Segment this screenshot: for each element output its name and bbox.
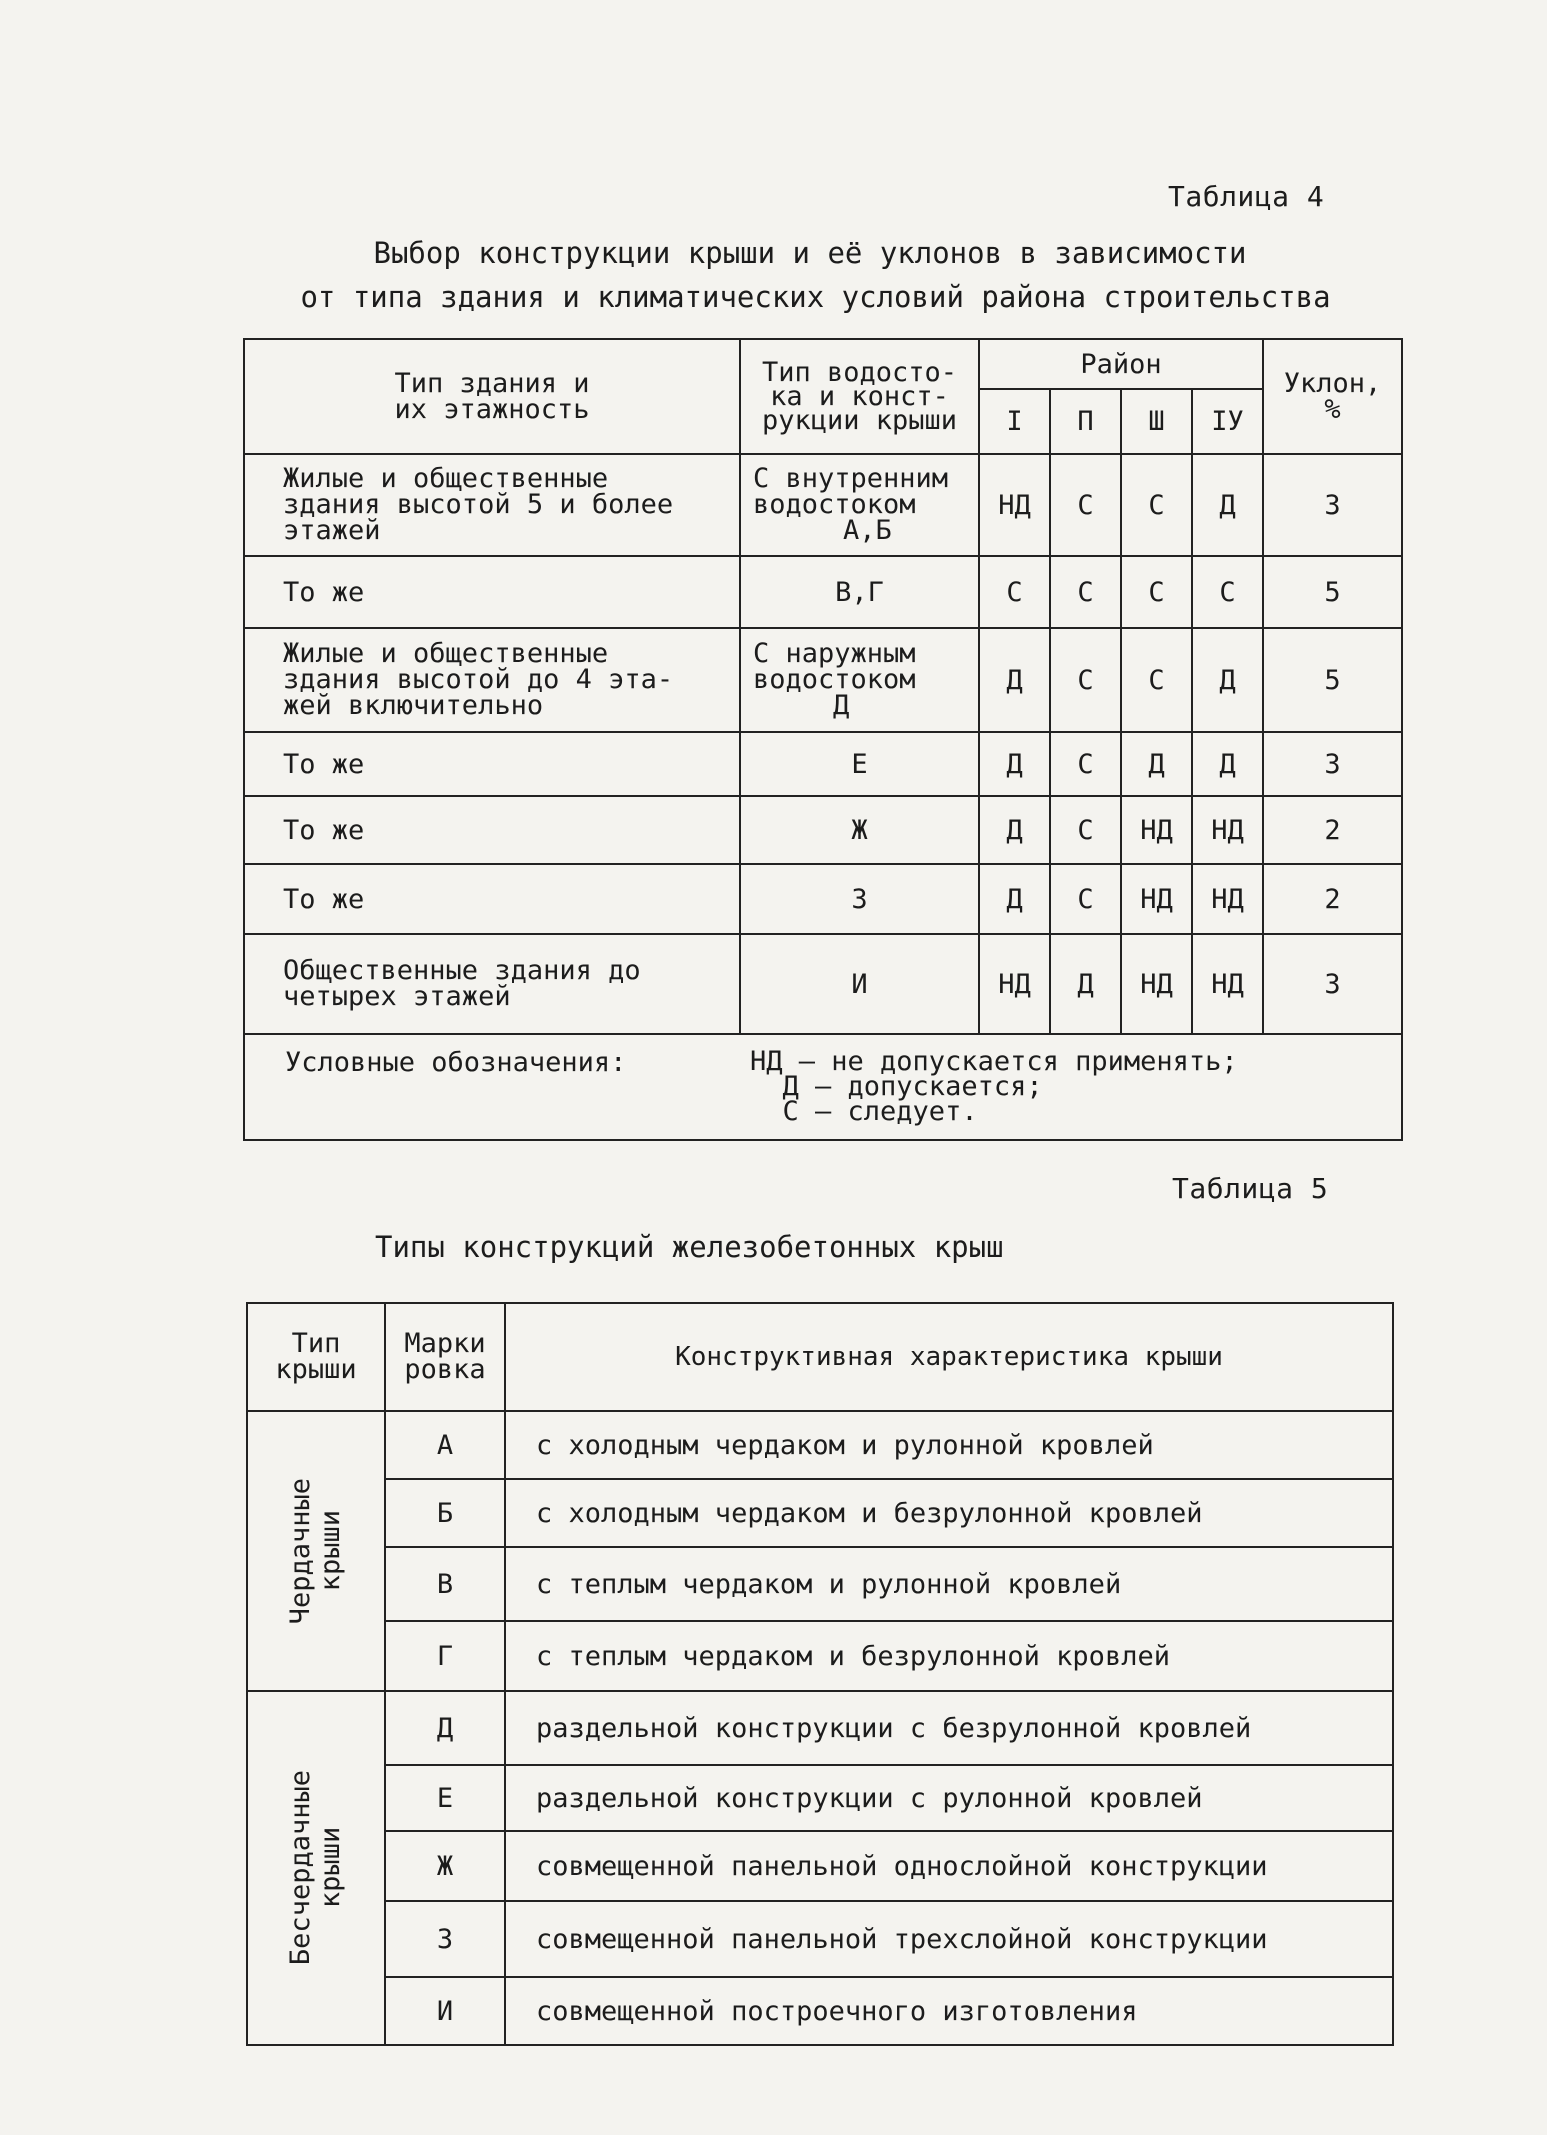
- header-description: Конструктивная характеристика крыши: [505, 1303, 1393, 1411]
- building-cell: То же: [244, 732, 740, 796]
- mark-cell: Е: [385, 1765, 505, 1831]
- drain-cell: Е: [740, 732, 979, 796]
- region-3-cell: С: [1121, 454, 1192, 556]
- table-row: [244, 556, 1402, 628]
- table-row: [247, 1831, 1393, 1901]
- region-1-cell: Д: [979, 732, 1050, 796]
- building-cell: Жилые и общественные здания высотой 5 и более этажей: [244, 454, 740, 556]
- slope-cell: 2: [1263, 796, 1402, 864]
- table-row: [247, 1977, 1393, 2045]
- table-row: [244, 796, 1402, 864]
- region-1-cell: Д: [979, 628, 1050, 732]
- legend-cell: [244, 1034, 1402, 1140]
- drain-cell: Ж: [740, 796, 979, 864]
- building-cell: То же: [244, 556, 740, 628]
- desc-cell: раздельной конструкции с рулонной кровлей: [505, 1765, 1393, 1831]
- region-3-cell: НД: [1121, 864, 1192, 934]
- region-1-cell: НД: [979, 454, 1050, 556]
- table-row: [244, 454, 1402, 556]
- table-row: [247, 1621, 1393, 1691]
- region-1-cell: С: [979, 556, 1050, 628]
- mark-cell: Г: [385, 1621, 505, 1691]
- table5-title: Типы конструкций железобетонных крыш: [375, 1230, 1004, 1264]
- region-4-cell: Д: [1192, 732, 1263, 796]
- slope-cell: 2: [1263, 864, 1402, 934]
- region-4-cell: Д: [1192, 628, 1263, 732]
- desc-cell: с холодным чердаком и безрулонной кровлей: [505, 1479, 1393, 1547]
- building-cell: Общественные здания до четырех этажей: [244, 934, 740, 1034]
- region-2-cell: С: [1050, 628, 1121, 732]
- table4-caption: Таблица 4: [1168, 180, 1325, 213]
- slope-cell: 3: [1263, 732, 1402, 796]
- desc-cell: совмещенной панельной трехслойной конструкции: [505, 1901, 1393, 1977]
- legend-label: Условные обозначения:: [285, 1047, 627, 1078]
- mark-cell: Ж: [385, 1831, 505, 1901]
- table5: [246, 1302, 1394, 2046]
- mark-cell: З: [385, 1901, 505, 1977]
- region-2-cell: С: [1050, 732, 1121, 796]
- region-4-cell: НД: [1192, 864, 1263, 934]
- mark-cell: Д: [385, 1691, 505, 1765]
- mark-cell: А: [385, 1411, 505, 1479]
- header-marking: Марки ровка: [385, 1303, 505, 1411]
- header-region-1: I: [979, 389, 1050, 454]
- region-3-cell: Д: [1121, 732, 1192, 796]
- region-2-cell: С: [1050, 454, 1121, 556]
- table-row: [247, 1411, 1393, 1479]
- region-1-cell: НД: [979, 934, 1050, 1034]
- mark-cell: И: [385, 1977, 505, 2045]
- desc-cell: с холодным чердаком и рулонной кровлей: [505, 1411, 1393, 1479]
- drain-cell: С наружным водостоком Д: [740, 628, 979, 732]
- table-row: [247, 1901, 1393, 1977]
- region-3-cell: С: [1121, 628, 1192, 732]
- slope-cell: 3: [1263, 454, 1402, 556]
- table-row: [247, 1691, 1393, 1765]
- region-2-cell: С: [1050, 796, 1121, 864]
- table-row: [247, 1765, 1393, 1831]
- drain-cell: С внутренним водостоком А,Б: [740, 454, 979, 556]
- region-2-cell: С: [1050, 556, 1121, 628]
- table-row: [244, 732, 1402, 796]
- region-1-cell: Д: [979, 864, 1050, 934]
- table4: [243, 338, 1403, 1141]
- mark-cell: В: [385, 1547, 505, 1621]
- header-region-3: Ш: [1121, 389, 1192, 454]
- table-row: [244, 934, 1402, 1034]
- desc-cell: с теплым чердаком и рулонной кровлей: [505, 1547, 1393, 1621]
- drain-cell: В,Г: [740, 556, 979, 628]
- table4-title-line2: от типа здания и климатических условий района строительства: [300, 280, 1331, 314]
- desc-cell: совмещенной панельной однослойной конструкции: [505, 1831, 1393, 1901]
- desc-cell: раздельной конструкции с безрулонной кровлей: [505, 1691, 1393, 1765]
- table-row: [247, 1547, 1393, 1621]
- header-region-4: IУ: [1192, 389, 1263, 454]
- table5-caption: Таблица 5: [1172, 1172, 1329, 1205]
- header-region-2: П: [1050, 389, 1121, 454]
- region-4-cell: Д: [1192, 454, 1263, 556]
- table-row: [244, 864, 1402, 934]
- group-attic-roofs: Чердачные крыши: [247, 1411, 385, 1691]
- group-non-attic-roofs: Бесчердачные крыши: [247, 1691, 385, 2045]
- table-row: [244, 628, 1402, 732]
- slope-cell: 3: [1263, 934, 1402, 1034]
- building-cell: То же: [244, 796, 740, 864]
- slope-cell: 5: [1263, 556, 1402, 628]
- region-3-cell: НД: [1121, 796, 1192, 864]
- region-4-cell: НД: [1192, 934, 1263, 1034]
- header-slope: Уклон, %: [1263, 339, 1402, 454]
- mark-cell: Б: [385, 1479, 505, 1547]
- legend-items: НД – не допускается применять; Д – допускается; С – следует.: [750, 1046, 1238, 1127]
- region-2-cell: С: [1050, 864, 1121, 934]
- header-roof-type: Тип крыши: [247, 1303, 385, 1411]
- region-3-cell: С: [1121, 556, 1192, 628]
- desc-cell: с теплым чердаком и безрулонной кровлей: [505, 1621, 1393, 1691]
- region-2-cell: Д: [1050, 934, 1121, 1034]
- building-cell: То же: [244, 864, 740, 934]
- drain-cell: И: [740, 934, 979, 1034]
- desc-cell: совмещенной построечного изготовления: [505, 1977, 1393, 2045]
- drain-cell: З: [740, 864, 979, 934]
- region-4-cell: НД: [1192, 796, 1263, 864]
- region-3-cell: НД: [1121, 934, 1192, 1034]
- header-building-type: Тип здания и их этажность: [244, 339, 740, 454]
- table4-title-line1: Выбор конструкции крыши и её уклонов в зависимости: [373, 236, 1247, 270]
- region-1-cell: Д: [979, 796, 1050, 864]
- header-drain-type: Тип водосто- ка и конст- рукции крыши: [740, 339, 979, 454]
- slope-cell: 5: [1263, 628, 1402, 732]
- legend-row: [244, 1034, 1402, 1140]
- header-region: Район: [979, 339, 1263, 389]
- table-row: [247, 1479, 1393, 1547]
- building-cell: Жилые и общественные здания высотой до 4 эта- жей включительно: [244, 628, 740, 732]
- region-4-cell: С: [1192, 556, 1263, 628]
